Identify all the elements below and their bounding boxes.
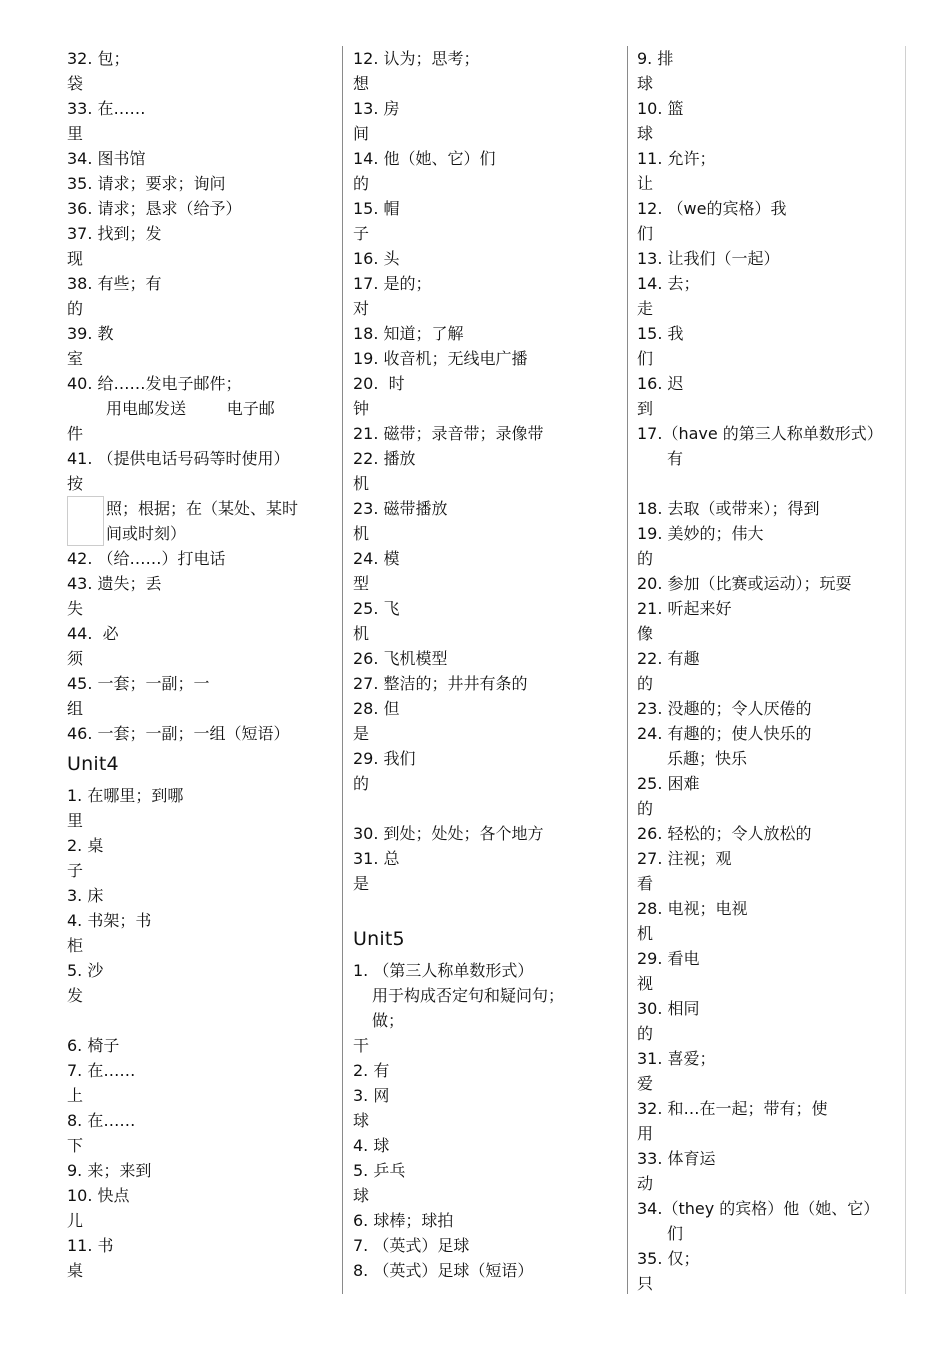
vocab-line: 14. 他（她、它）们 (353, 149, 496, 168)
vocab-line: 21. 听起来好 (637, 599, 732, 618)
vocab-line: 用于构成否定句和疑问句； (372, 986, 565, 1005)
vocab-line (637, 471, 907, 496)
vocab-line: 15. 我 (637, 324, 684, 343)
vocab-line: 30. 相同 (637, 999, 700, 1018)
vocab-line: 41. （提供电话号码等时使用） (67, 449, 290, 468)
vocab-line: 28. 但 (353, 699, 400, 718)
vocab-line: 35. 请求；要求；询问 (67, 174, 226, 193)
vocab-line: 里 (67, 124, 84, 143)
vocab-line: 的 (67, 299, 84, 318)
vocab-line: 让 (637, 174, 654, 193)
vocab-line: 6. 球棒；球拍 (353, 1211, 454, 1230)
vocab-line: 钟 (353, 399, 370, 418)
vocab-line: 间 (353, 124, 370, 143)
vocab-line: 9. 来；来到 (67, 1161, 152, 1180)
unit-heading: Unit4 (67, 753, 119, 775)
vocab-line: 26. 轻松的；令人放松的 (637, 824, 812, 843)
vocab-line: 用 (637, 1124, 654, 1143)
vocab-line: 29. 我们 (353, 749, 416, 768)
vocab-line: 24. 模 (353, 549, 400, 568)
vocab-line: 11. 书 (67, 1236, 114, 1255)
spacer (353, 896, 623, 921)
vocab-line: 19. 美妙的；伟大 (637, 524, 764, 543)
vocab-line: 1. 在哪里；到哪 (67, 786, 184, 805)
vocab-line: 想 (353, 74, 370, 93)
vocab-line: 42. （给……）打电话 (67, 549, 226, 568)
vocab-line: 38. 有些；有 (67, 274, 162, 293)
vocab-line: 34. 图书馆 (67, 149, 146, 168)
vocab-line: 29. 看电 (637, 949, 700, 968)
vocab-line: 15. 帽 (353, 199, 400, 218)
vocab-line: 只 (637, 1274, 654, 1293)
vocab-line: 8. 在…… (67, 1111, 136, 1130)
vocab-line: 8. （英式）足球（短语） (353, 1261, 534, 1280)
vocab-line: 机 (353, 474, 370, 493)
vocab-line: 型 (353, 574, 370, 593)
vocab-line: 22. 播放 (353, 449, 416, 468)
vocab-line: 35. 仅； (637, 1249, 700, 1268)
vocab-line: 6. 椅子 (67, 1036, 120, 1055)
vocab-line: 乐趣；快乐 (667, 749, 748, 768)
vocab-line: 机 (353, 524, 370, 543)
vocab-line: 43. 遗失；丢 (67, 574, 162, 593)
vocab-column-3 (637, 46, 907, 1296)
vocab-line: 10. 篮 (637, 99, 684, 118)
vocab-line: 2. 有 (353, 1061, 390, 1080)
vocab-line: 7. 在…… (67, 1061, 136, 1080)
vocab-line: 视 (637, 974, 654, 993)
vocab-line: 17.（have 的第三人称单数形式） (637, 424, 883, 443)
vocab-line: 12. （we的宾格）我 (637, 199, 787, 218)
vocab-line: 26. 飞机模型 (353, 649, 448, 668)
vocab-line: 照；根据；在（某处、某时 (106, 499, 299, 518)
vocab-line: 3. 床 (67, 886, 104, 905)
vocab-line: 发 (67, 986, 84, 1005)
vocab-line: 20. 参加（比赛或运动）；玩耍 (637, 574, 852, 593)
vocab-line: 23. 没趣的；令人厌倦的 (637, 699, 812, 718)
vocab-line: 桌 (67, 1261, 84, 1280)
vocab-line: 间或时刻） (106, 524, 187, 543)
vocab-line: 19. 收音机；无线电广播 (353, 349, 528, 368)
vocab-line: 按 (67, 474, 84, 493)
vocab-line: 16. 迟 (637, 374, 684, 393)
vocab-line: 球 (353, 1111, 370, 1130)
vocab-line: 对 (353, 299, 370, 318)
vocab-line: 2. 桌 (67, 836, 104, 855)
vocab-line: 25. 困难 (637, 774, 700, 793)
vocab-line: 现 (67, 249, 84, 268)
vocab-line: 室 (67, 349, 84, 368)
vocab-line: 的 (637, 549, 654, 568)
vocab-line: 13. 让我们（一起） (637, 249, 780, 268)
vocab-line: 3. 网 (353, 1086, 390, 1105)
vocab-line: 21. 磁带；录音带；录像带 (353, 424, 544, 443)
vocab-line: 46. 一套；一副；一组（短语） (67, 724, 290, 743)
vocab-line: 39. 教 (67, 324, 114, 343)
vocab-line: 5. 乒乓 (353, 1161, 406, 1180)
vocab-line: 们 (667, 1224, 684, 1243)
vocab-line: 到 (637, 399, 654, 418)
vocab-line: 4. 球 (353, 1136, 390, 1155)
vocab-line: 爱 (637, 1074, 654, 1093)
vocab-line: 下 (67, 1136, 84, 1155)
vocab-line: 22. 有趣 (637, 649, 700, 668)
vocab-line: 16. 头 (353, 249, 400, 268)
vocab-line: 的 (353, 774, 370, 793)
vocab-line: 14. 去； (637, 274, 700, 293)
vocab-line: 子 (67, 861, 84, 880)
vocab-line: 24. 有趣的；使人快乐的 (637, 724, 812, 743)
vocab-line: 球 (637, 74, 654, 93)
vocab-line: 走 (637, 299, 654, 318)
vocab-line: 袋 (67, 74, 84, 93)
vocab-line: 4. 书架；书 (67, 911, 152, 930)
vocab-line: 看 (637, 874, 654, 893)
vocab-line: 球 (637, 124, 654, 143)
vocab-line: 的 (353, 174, 370, 193)
vocab-line: 27. 整洁的；井井有条的 (353, 674, 528, 693)
vocab-column-2 (353, 46, 623, 1283)
vocab-line: 25. 飞 (353, 599, 400, 618)
vocab-line: 11. 允许； (637, 149, 716, 168)
vocab-line: 28. 电视；电视 (637, 899, 748, 918)
column-divider-2 (627, 46, 628, 1294)
vocab-line: 是 (353, 724, 370, 743)
vocab-line: 37. 找到；发 (67, 224, 162, 243)
vocab-line: 31. 喜爱； (637, 1049, 716, 1068)
vocab-line: 做； (372, 1011, 405, 1030)
column-divider-1 (342, 46, 343, 1294)
vocab-line: 柜 (67, 936, 84, 955)
vocab-line: 球 (353, 1186, 370, 1205)
vocab-column-1 (67, 46, 337, 1283)
vocab-line: 9. 排 (637, 49, 674, 68)
vocab-line: 20. 时 (353, 374, 405, 393)
vocab-line: 32. 和…在一起；带有；使 (637, 1099, 828, 1118)
vocab-line: 32. 包； (67, 49, 130, 68)
vocab-line: 失 (67, 599, 84, 618)
vocab-line: 34.（they 的宾格）他（她、它） (637, 1199, 880, 1218)
vocab-line: 上 (67, 1086, 84, 1105)
vocab-line: 的 (637, 674, 654, 693)
vocab-line (353, 796, 623, 821)
vocab-line: 45. 一套；一副；一 (67, 674, 210, 693)
vocab-line: 44. 必 (67, 624, 119, 643)
vocab-line: 31. 总 (353, 849, 400, 868)
vocab-line: 12. 认为；思考； (353, 49, 480, 68)
unit-heading: Unit5 (353, 928, 405, 950)
vocab-line: 机 (637, 924, 654, 943)
vocab-line: 18. 知道；了解 (353, 324, 464, 343)
vocab-line: 36. 请求；恳求（给予） (67, 199, 242, 218)
vocab-line: 33. 在…… (67, 99, 146, 118)
vocab-line: 33. 体育运 (637, 1149, 716, 1168)
vocab-line: 有 (667, 449, 684, 468)
vocab-line: 子 (353, 224, 370, 243)
vocab-line (67, 1008, 337, 1033)
vocab-line: 机 (353, 624, 370, 643)
vocab-line: 们 (637, 224, 654, 243)
vocab-line: 23. 磁带播放 (353, 499, 448, 518)
vocab-line: 是 (353, 874, 370, 893)
vocab-line: 用电邮发送 电子邮 (106, 399, 275, 418)
vocab-line: 须 (67, 649, 84, 668)
vocab-line: 里 (67, 811, 84, 830)
vocab-line: 动 (637, 1174, 654, 1193)
vocab-line: 17. 是的； (353, 274, 432, 293)
vocab-line: 们 (637, 349, 654, 368)
vocab-line: 1. （第三人称单数形式） (353, 961, 534, 980)
vocab-line: 5. 沙 (67, 961, 104, 980)
vocab-line: 10. 快点 (67, 1186, 130, 1205)
vocab-line: 件 (67, 424, 84, 443)
vocab-line: 7. （英式）足球 (353, 1236, 470, 1255)
vocab-line: 的 (637, 1024, 654, 1043)
vocab-line: 27. 注视；观 (637, 849, 732, 868)
vocab-line: 像 (637, 624, 654, 643)
vocab-line: 儿 (67, 1211, 84, 1230)
vocab-line: 30. 到处；处处；各个地方 (353, 824, 544, 843)
vocab-line: 40. 给……发电子邮件； (67, 374, 242, 393)
vocab-line: 的 (637, 799, 654, 818)
vocab-line: 干 (353, 1036, 370, 1055)
vocab-line: 组 (67, 699, 84, 718)
vocab-line: 18. 去取（或带来）；得到 (637, 499, 820, 518)
vocab-line: 13. 房 (353, 99, 400, 118)
